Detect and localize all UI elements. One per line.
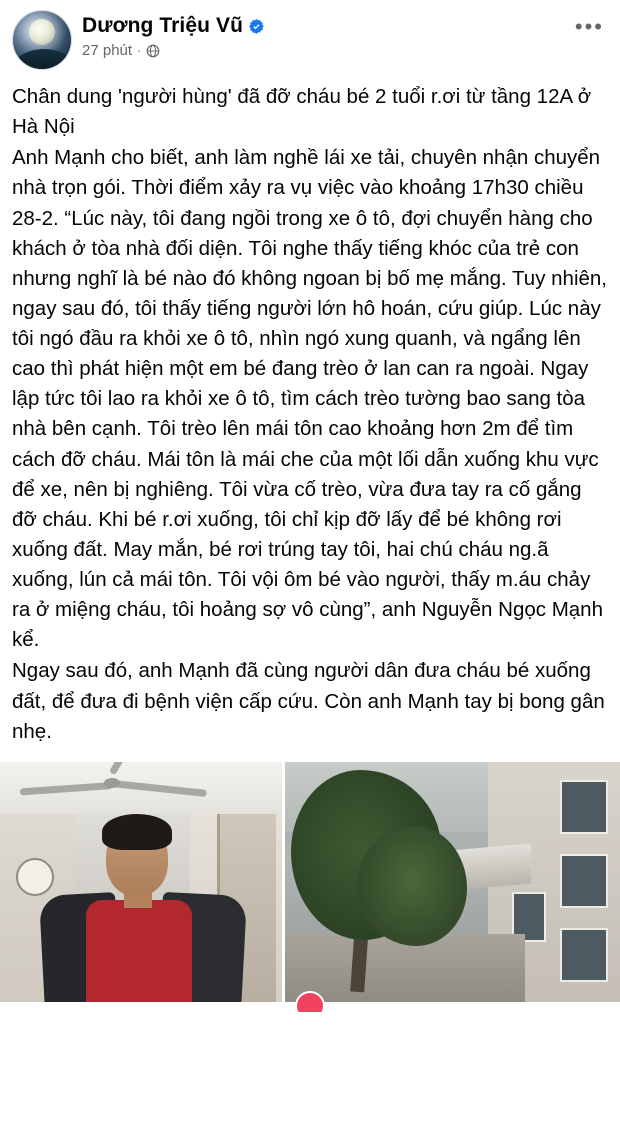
author-row bbox=[82, 14, 575, 38]
building-window bbox=[560, 780, 608, 834]
verified-badge-icon bbox=[248, 18, 265, 35]
post-more-options-button[interactable]: ••• bbox=[574, 14, 604, 39]
post-meta bbox=[82, 42, 575, 59]
post-header-text bbox=[82, 10, 575, 59]
post-timestamp[interactable]: 27 phút bbox=[82, 42, 133, 59]
photo-bottom-strip bbox=[0, 1002, 620, 1012]
photo-building-exterior[interactable] bbox=[285, 762, 620, 1012]
avatar[interactable] bbox=[12, 10, 72, 70]
post-paragraph-3: Ngay sau đó, anh Mạnh đã cùng người dân đưa cháu bé xuống đất, để đưa đi bệnh viện cấp cứu. Còn anh Mạnh tay bị bong gân nhẹ. bbox=[12, 659, 605, 743]
post-paragraph-1: Chân dung 'người hùng' đã đỡ cháu bé 2 tuổi r.ơi từ tầng 12A ở Hà Nội bbox=[12, 85, 592, 139]
person-hair bbox=[102, 814, 172, 850]
meta-separator: · bbox=[137, 43, 142, 58]
ceiling-fan-hub bbox=[104, 778, 120, 788]
tree-foliage-secondary bbox=[357, 826, 467, 946]
post-body bbox=[0, 76, 620, 756]
post-header bbox=[0, 0, 620, 76]
building-window bbox=[560, 854, 608, 908]
building-window bbox=[560, 928, 608, 982]
post-paragraph-2: Anh Mạnh cho biết, anh làm nghề lái xe tải, chuyên nhận chuyển nhà trọn gói. Thời điểm xảy ra vụ việc vào khoảng 17h30 chiều 28-2. “Lúc này, tôi đang ngồi trong xe ô tô, đợi chuyển hàng cho khách ở tòa nhà đối diện. Tôi nghe thấy tiếng khóc của trẻ con nhưng nghĩ là bé nào đó không ngoan bị bố mẹ mắng. Tuy nhiên, ngay sau đó, tôi thấy tiếng người lớn hô hoán, cứu giúp. Lúc này tôi ngó đầu ra khỏi xe ô tô, nhìn ngó xung quanh, và ngẩng lên cao thì phát hiện một em bé đang trèo ở lan can ra ngoài. Ngay lập tức tôi lao ra khỏi xe ô tô, tìm cách trèo tường bao sang tòa nhà bên cạnh. Tôi trèo lên mái tôn cao khoảng hơn 2m để tìm cách đỡ cháu. Mái tôn là mái che của một lối dẫn xuống khu vực để xe, nên bị nghiêng. Tôi vừa cố trèo, vừa đưa tay ra cố gắng đỡ cháu. Khi bé r.ơi xuống, tôi chỉ kịp đỡ lấy để bé không rơi xuống đất. May mắn, bé rơi trúng tay tôi, hai chú cháu ng.ã xuống, lún cả mái tôn. Tôi vội ôm bé vào người, thấy m.áu chảy ra ở miệng cháu, tôi hoảng sợ vô cùng”, anh Nguyễn Ngọc Mạnh kể. bbox=[12, 146, 608, 652]
wall-clock bbox=[16, 858, 54, 896]
globe-icon[interactable] bbox=[146, 44, 160, 58]
photo-portrait-man[interactable] bbox=[0, 762, 282, 1012]
author-name[interactable]: Dương Triệu Vũ bbox=[82, 14, 244, 37]
post-photo-grid bbox=[0, 762, 620, 1012]
red-shirt bbox=[86, 900, 192, 1012]
